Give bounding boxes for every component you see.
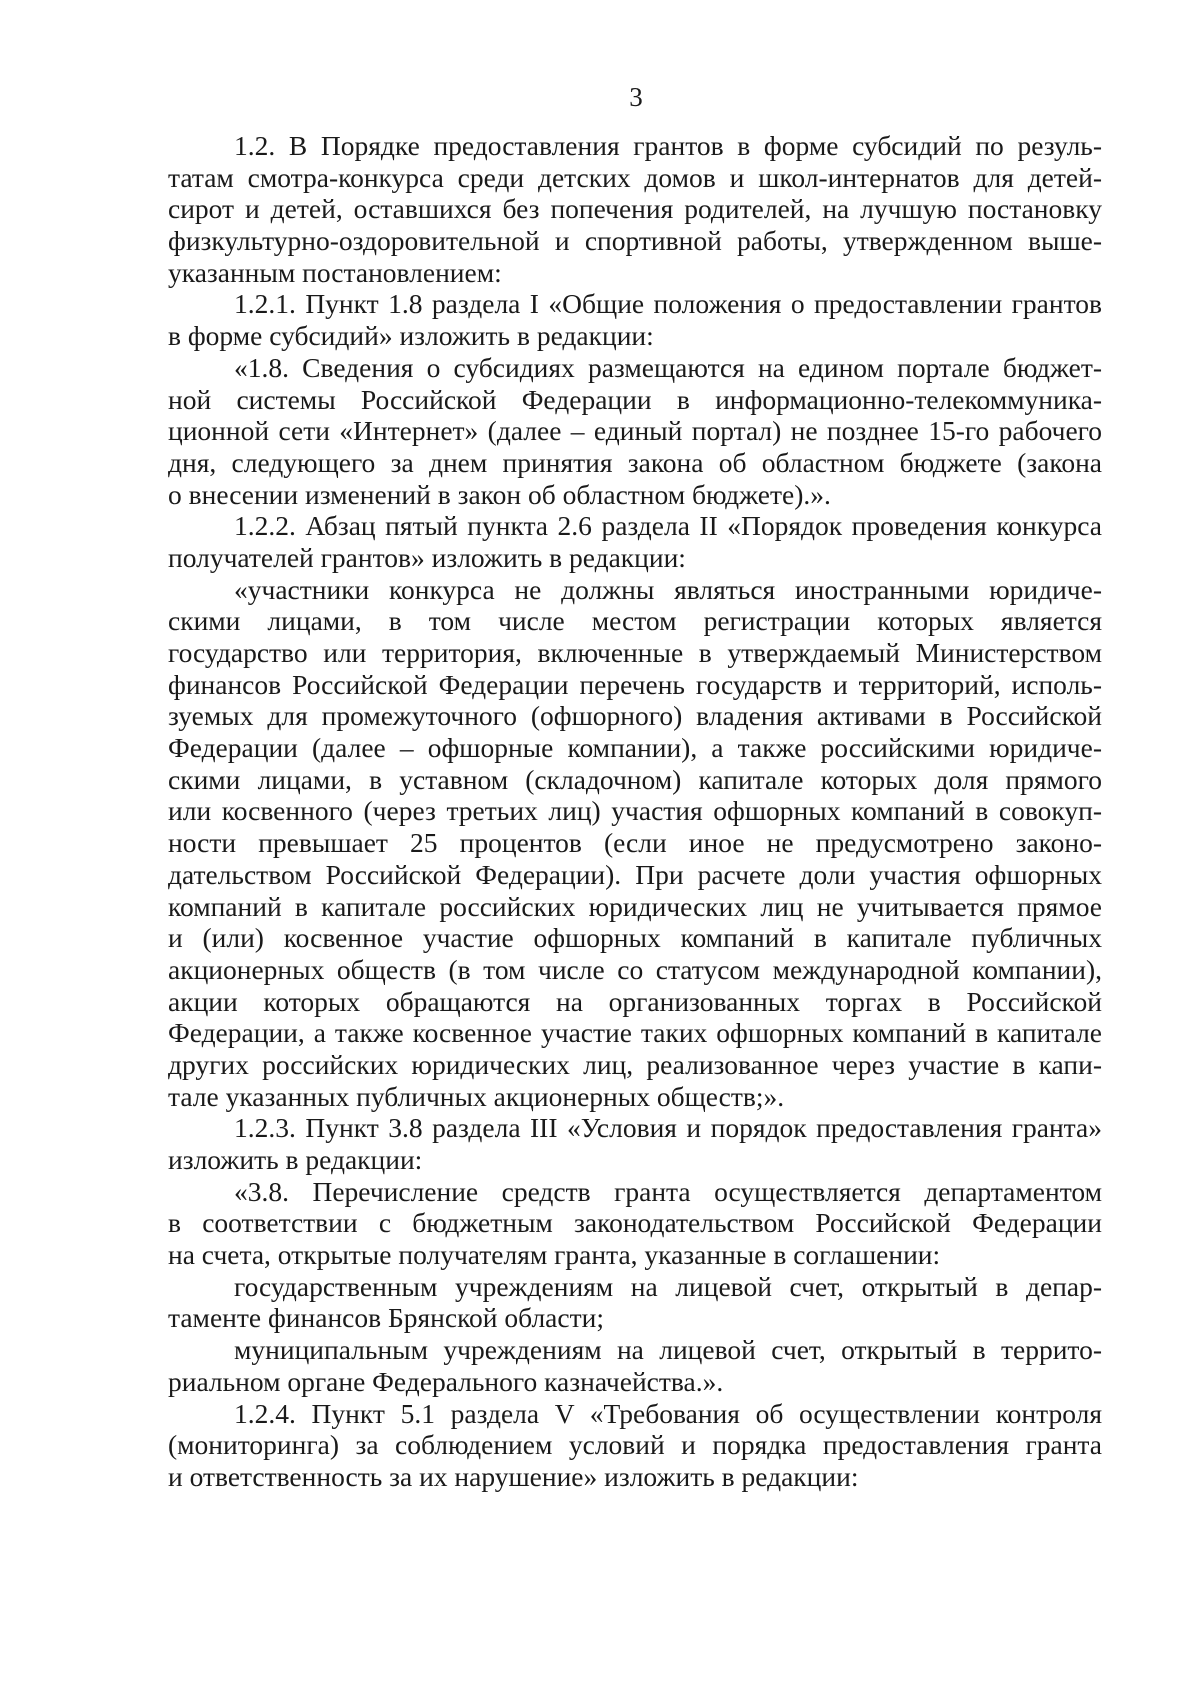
text-line: ности превышает 25 процентов (если иное не предусмотрено законо-: [168, 827, 1102, 859]
text-line: таменте финансов Брянской области;: [168, 1302, 604, 1334]
text-line: Федерации, а также косвенное участие таких офшорных компаний в капитале: [168, 1017, 1102, 1049]
text-line: финансов Российской Федерации перечень государств и территорий, исполь-: [168, 668, 1102, 700]
text-line: и ответственность за их нарушение» изложить в редакции:: [168, 1460, 859, 1492]
text-line: зуемых для промежуточного (офшорного) владения активами в Российской: [168, 700, 1102, 732]
text-line: 1.2. В Порядке предоставления грантов в форме субсидий по резуль-: [234, 130, 1102, 161]
text-line: других российских юридических лиц, реализованное через участие в капи-: [168, 1048, 1102, 1080]
text-line: тале указанных публичных акционерных обществ;».: [168, 1080, 785, 1112]
text-line: дня, следующего за днем принятия закона об областном бюджете (закона: [168, 446, 1102, 478]
text-line: ционной сети «Интернет» (далее – единый портал) не позднее 15-го рабочего: [168, 415, 1102, 447]
text-line: риальном органе Федерального казначейства.».: [168, 1365, 724, 1397]
text-line: в форме субсидий» изложить в редакции:: [168, 320, 654, 352]
text-line: ной системы Российской Федерации в информационно-телекоммуника-: [168, 383, 1102, 415]
text-line: 1.2.3. Пункт 3.8 раздела III «Условия и порядок предоставления гранта»: [234, 1112, 1102, 1144]
text-line: государство или территория, включенные в утверждаемый Министерством: [168, 637, 1102, 668]
text-line: 1.2.1. Пункт 1.8 раздела I «Общие положения о предоставлении грантов: [234, 288, 1102, 320]
text-line: скими лицами, в уставном (складочном) капитале которых доля прямого: [168, 763, 1102, 795]
text-line: акции которых обращаются на организованных торгах в Российской: [168, 985, 1102, 1017]
text-line: в соответствии с бюджетным законодательством Российской Федерации: [168, 1207, 1102, 1239]
text-line: татам смотра-конкурса среди детских домов и школ-интернатов для детей-: [168, 161, 1102, 193]
text-line: государственным учреждениям на лицевой счет, открытый в депар-: [234, 1270, 1102, 1302]
text-line: «3.8. Перечисление средств гранта осуществляется департаментом: [234, 1175, 1102, 1207]
text-line: изложить в редакции:: [168, 1144, 423, 1175]
text-line: муниципальным учреждениям на лицевой счет, открытый в террито-: [234, 1334, 1102, 1366]
text-line: сирот и детей, оставшихся без попечения родителей, на лучшую постановку: [168, 193, 1102, 225]
text-line: указанным постановлением:: [168, 256, 502, 288]
text-line: физкультурно-оздоровительной и спортивной работы, утвержденном выше-: [168, 225, 1102, 257]
text-line: (мониторинга) за соблюдением условий и порядка предоставления гранта: [168, 1429, 1102, 1461]
text-line: скими лицами, в том числе местом регистрации которых является: [168, 605, 1102, 637]
text-line: на счета, открытые получателям гранта, указанные в соглашении:: [168, 1239, 941, 1271]
text-line: или косвенного (через третьих лиц) участия офшорных компаний в совокуп-: [168, 795, 1102, 827]
text-line: «1.8. Сведения о субсидиях размещаются на едином портале бюджет-: [234, 351, 1102, 383]
text-line: дательством Российской Федерации). При расчете доли участия офшорных: [168, 858, 1102, 890]
text-line: «участники конкурса не должны являться иностранными юридиче-: [234, 573, 1102, 605]
text-line: и (или) косвенное участие офшорных компаний в капитале публичных: [168, 922, 1102, 954]
text-line: Федерации (далее – офшорные компании), а также российскими юридиче-: [168, 732, 1102, 764]
document-body: [168, 130, 1102, 1493]
text-line: о внесении изменений в закон об областном бюджете).».: [168, 478, 831, 510]
text-line: акционерных обществ (в том числе со статусом международной компании),: [168, 953, 1102, 985]
text-line: 1.2.2. Абзац пятый пункта 2.6 раздела II «Порядок проведения конкурса: [234, 510, 1102, 542]
page-number: 3: [629, 82, 643, 112]
text-line: получателей грантов» изложить в редакции:: [168, 541, 686, 573]
text-line: 1.2.4. Пункт 5.1 раздела V «Требования об осуществлении контроля: [234, 1397, 1102, 1429]
text-line: компаний в капитале российских юридических лиц не учитывается прямое: [168, 890, 1102, 922]
